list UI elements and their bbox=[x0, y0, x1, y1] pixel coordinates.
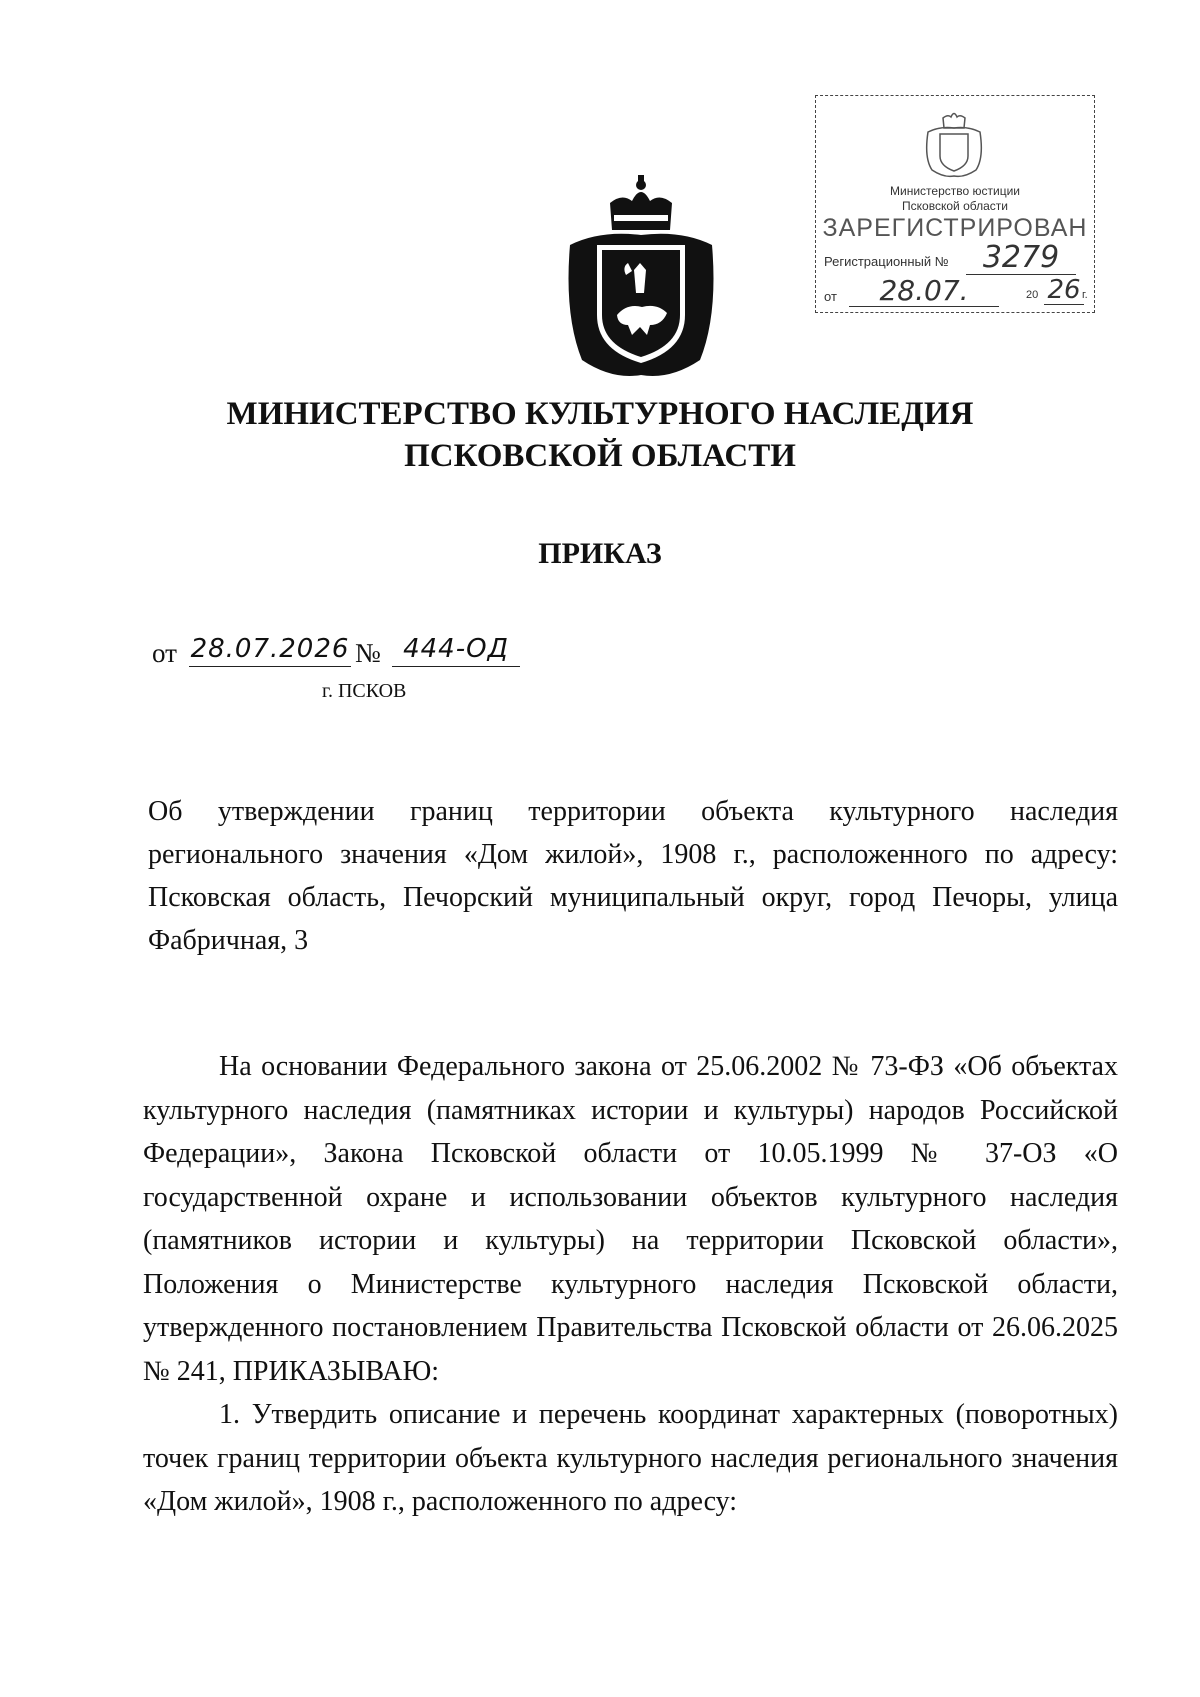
body-paragraph-item-1: 1. Утвердить описание и перечень координат характерных (поворотных) точек границ территории объекта культурного наследия регионального значения «Дом жилой», 1908 г., расположенного по адресу: bbox=[143, 1399, 1118, 1517]
stamp-reg-number: 3279 bbox=[966, 242, 1076, 275]
stamp-emblem-icon bbox=[924, 108, 984, 178]
coat-of-arms-emblem bbox=[562, 175, 720, 380]
order-city: г. ПСКОВ bbox=[322, 680, 407, 702]
order-subject: Об утверждении границ территории объекта культурного наследия регионального значения «Дом жилой», 1908 г., расположенного по адресу: Псковская область, Печорский муниципальный округ, город Печоры, улица Фабричная, 3 bbox=[148, 796, 1118, 956]
order-number: 444-ОД bbox=[392, 632, 520, 667]
ministry-title-line2: ПСКОВСКОЙ ОБЛАСТИ bbox=[404, 438, 796, 474]
ministry-title-line1: МИНИСТЕРСТВО КУЛЬТУРНОГО НАСЛЕДИЯ bbox=[226, 396, 974, 432]
order-number-label: № bbox=[355, 638, 381, 668]
order-date-number-line bbox=[152, 634, 612, 672]
body-paragraph-basis: На основании Федерального закона от 25.06.2002 № 73-ФЗ «Об объектах культурного наследия (памятниках истории и культуры) народов Российской Федерации», Закона Псковской области от 10.05.1999 № 37-ОЗ «О государственной охране и использовании объектов культурного наследия (памятников истории и культуры) на территории Псковской области», Положения о Министерстве культурного наследия Псковской области, утвержденного постановлением Правительства Псковской области от 26.06.2025 № 241, ПРИКАЗЫВАЮ: bbox=[143, 1051, 1118, 1387]
order-date: 28.07.2026 bbox=[189, 632, 351, 667]
stamp-year: 26 bbox=[1044, 276, 1084, 305]
stamp-registered-label: ЗАРЕГИСТРИРОВАН bbox=[822, 214, 1088, 242]
stamp-region-line: Псковской области bbox=[902, 199, 1008, 213]
stamp-reg-number-label: Регистрационный № bbox=[824, 254, 949, 269]
order-date-label: от bbox=[152, 638, 177, 668]
stamp-date-label: от bbox=[824, 289, 837, 304]
ministry-title bbox=[0, 393, 1200, 477]
stamp-date: 28.07. bbox=[849, 276, 999, 307]
document-type-heading: ПРИКАЗ bbox=[538, 537, 662, 570]
registration-stamp bbox=[815, 95, 1095, 313]
stamp-year-prefix: 20 bbox=[1026, 289, 1039, 301]
stamp-year-suffix: г. bbox=[1082, 289, 1088, 301]
stamp-authority-line: Министерство юстиции bbox=[890, 184, 1020, 198]
order-body bbox=[143, 1045, 1118, 1524]
